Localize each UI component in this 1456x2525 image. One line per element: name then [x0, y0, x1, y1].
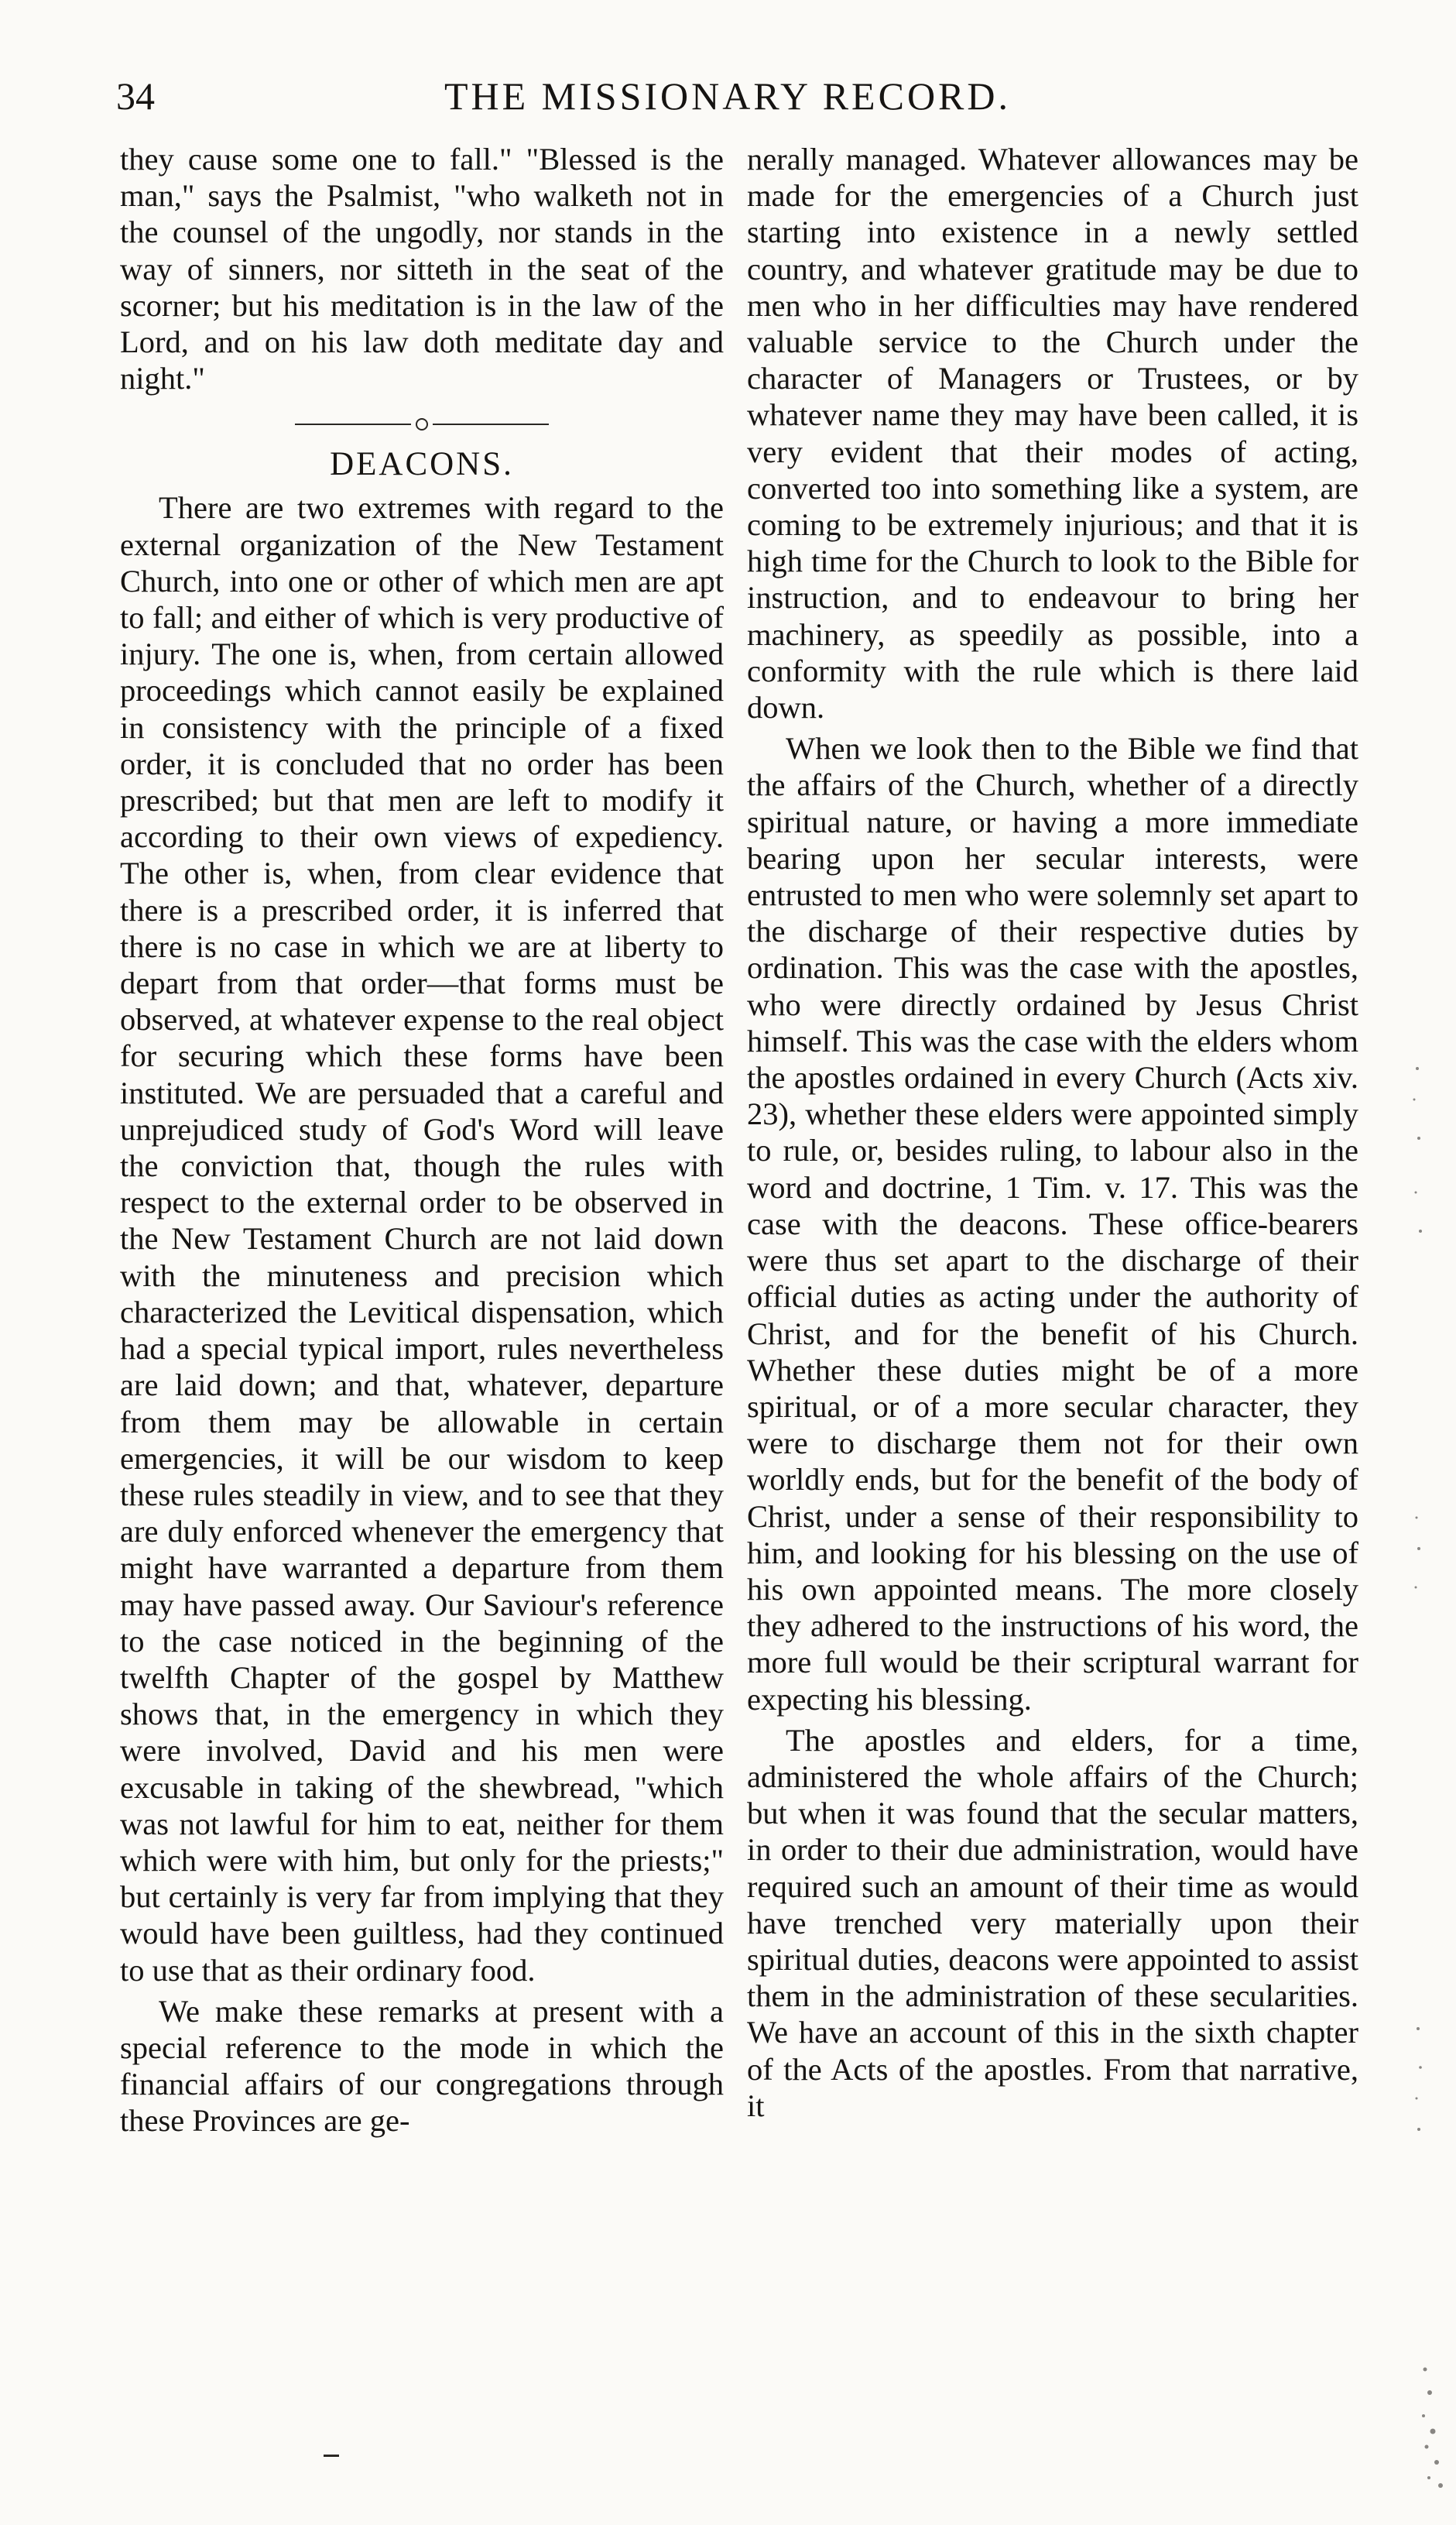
left-column: [120, 141, 724, 2139]
running-title: THE MISSIONARY RECORD.: [444, 74, 1012, 118]
paragraph-managers-trustees: nerally managed. Whatever allowances may be made for the emergencies of a Church just starting into existence in a newly settled country, and whatever gratitude may be due to men who in her difficulties may have rendered valuable service to the Church under the character of Managers or Trustees, or by whatever name they may have been called, it is very evident that their modes of acting, converted too into something like a system, are coming to be extremely injurious; and that it is high time for the Church to look to the Bible for instruction, and to endeavour to bring her machinery, as speedily as possible, into a conformity with the rule which is there laid down.: [747, 142, 1358, 726]
divider-rule-right: [433, 424, 549, 425]
paragraph-financial-affairs: We make these remarks at present with a special reference to the mode in which the financial affairs of our congregations through these Provinces are ge-: [120, 1993, 724, 2139]
footer-mark: [324, 2455, 339, 2457]
paragraph-two-extremes: There are two extremes with regard to the external organization of the New Testament Church, into one or other of which men are apt to fall; and either of which is very productive of injury. The one is, when, from certain allowed proceedings which cannot easily be explained in consistency with the principle of a fixed order, it is concluded that no order has been prescribed; but that men are left to modify it according to their own views of expediency. The other is, when, from clear evidence that there is a prescribed order, it is inferred that there is no case in which we are at liberty to depart from that order—that forms must be observed, at whatever expense to the real object for securing which these forms have been instituted. We are persuaded that a careful and unprejudiced study of God's Word will leave the conviction that, though the rules with respect to the external order to be observed in the New Testament Church are not laid down with the minuteness and precision which characterized the Levitical dispensation, which had a special typical import, rules nevertheless are laid down; and that, whatever, departure from them may be allowable in certain emergencies, it will be our wisdom to keep these rules steadily in view, and to see that they are duly enforced whenever the emergency that might have warranted a departure from them may have passed away. Our Saviour's reference to the case noticed in the beginning of the twelfth Chapter of the gospel by Matthew shows that, in the emergency in which they were involved, David and his men were excusable in taking of the shewbread, "which was not lawful for him to eat, neither for them which were with him, but only for the priests;" but certainly is very far from implying that they would have been guiltless, had they continued to use that as their ordinary food.: [120, 490, 724, 1988]
paragraph-apostles-deacons: The apostles and elders, for a time, administered the whole affairs of the Church; but when it was found that the secular matters, in order to their due administration, would have required such an amount of their time as would have trenched very materially upon their spiritual duties, deacons were appointed to assist them in the administration of these secularities. We have an account of this in the sixth chapter of the Acts of the apostles. From that narrative, it: [747, 1722, 1358, 2123]
section-heading-deacons: DEACONS.: [330, 446, 514, 483]
divider-rule-left: [295, 424, 411, 425]
page-edge-speckle: [1410, 1053, 1456, 2524]
section-divider-ornament: [120, 401, 724, 441]
divider-circle-mark: [416, 418, 428, 431]
right-column: [747, 141, 1358, 2124]
paragraph-bible-ordination: When we look then to the Bible we find that the affairs of the Church, whether of a directly spiritual nature, or having a more immediate bearing upon her secular interests, were entrusted to men who were solemnly set apart to the discharge of their respective duties by ordination. This was the case with the apostles, who were directly ordained by Jesus Christ himself. This was the case with the elders whom the apostles ordained in every Church (Acts xiv. 23), whether these elders were appointed simply to rule, or, besides ruling, to labour also in the word and doctrine, 1 Tim. v. 17. This was the case with the deacons. These office-bearers were thus set apart to the discharge of their official duties as acting under the authority of Christ, and for the benefit of his Church. Whether these duties might be of a more spiritual, or of a more secular character, they were to discharge them not for their own worldly ends, but for the benefit of the body of Christ, under a sense of their responsibility to him, and looking for his blessing on the use of his own appointed means. The more closely they adhered to the instructions of his word, the more full would be their scriptural warrant for expecting his blessing.: [747, 731, 1358, 1717]
page-number: 34: [116, 74, 155, 118]
page-header: [116, 68, 1339, 124]
paragraph-psalmist-quote: they cause some one to fall." "Blessed is the man," says the Psalmist, "who walketh not in the counsel of the ungodly, nor stands in the way of sinners, nor sitteth in the seat of the scorner; but his meditation is in the law of the Lord, and on his law doth meditate day and night.": [120, 142, 724, 396]
